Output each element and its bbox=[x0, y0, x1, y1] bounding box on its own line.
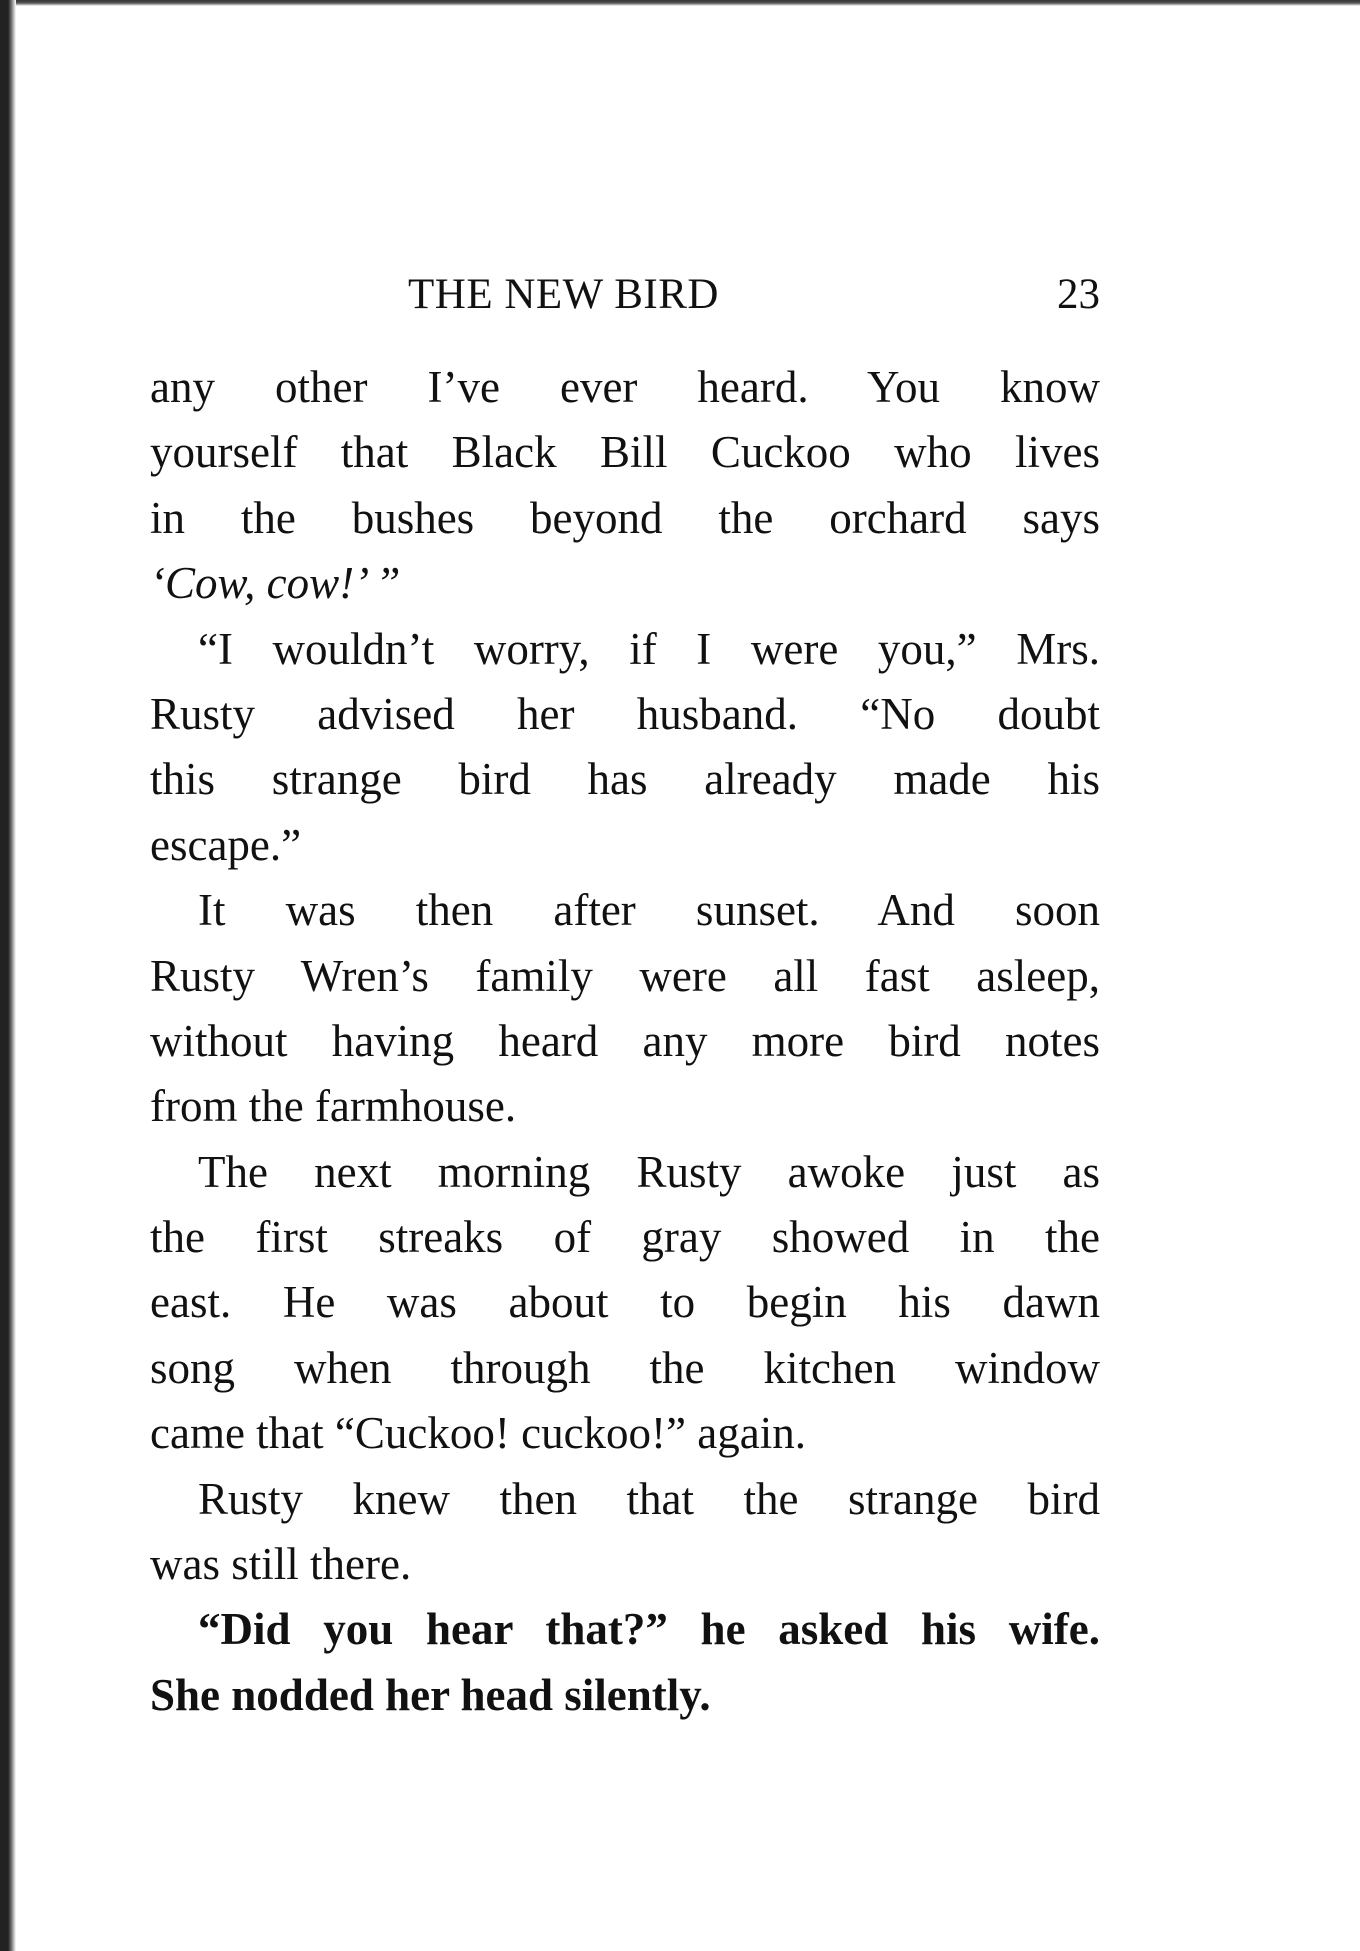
text-line: was still there. bbox=[150, 1539, 412, 1590]
text-line: She nodded her head silently. bbox=[150, 1669, 711, 1720]
page-number: 23 bbox=[1057, 271, 1100, 318]
text-line: It was then after sunset. And soon bbox=[198, 885, 1100, 936]
text-line: in the bushes beyond the orchard says bbox=[150, 492, 1100, 543]
text-line: escape.” bbox=[150, 819, 302, 870]
text-line: the first streaks of gray showed in the bbox=[150, 1212, 1100, 1263]
running-head bbox=[150, 270, 1100, 320]
text-line: this strange bird has already made his bbox=[150, 754, 1100, 805]
text-line: ‘Cow, cow!’ ” bbox=[150, 558, 401, 609]
running-title: THE NEW BIRD bbox=[408, 271, 719, 318]
text-line: The next morning Rusty awoke just as bbox=[198, 1146, 1100, 1197]
text-line: yourself that Black Bill Cuckoo who lives bbox=[150, 427, 1100, 478]
text-line: “I wouldn’t worry, if I were you,” Mrs. bbox=[198, 623, 1100, 674]
text-line: east. He was about to begin his dawn bbox=[150, 1277, 1100, 1328]
text-line: from the farmhouse. bbox=[150, 1081, 517, 1132]
text-line: without having heard any more bird notes bbox=[150, 1015, 1100, 1066]
text-line: came that “Cuckoo! cuckoo!” again. bbox=[150, 1408, 806, 1459]
text-line: Rusty advised her husband. “No doubt bbox=[150, 688, 1100, 739]
text-line: “Did you hear that?” he asked his wife. bbox=[198, 1604, 1100, 1655]
body-text bbox=[150, 355, 1100, 1728]
text-line: any other I’ve ever heard. You know bbox=[150, 362, 1100, 412]
text-line: song when through the kitchen window bbox=[150, 1342, 1100, 1393]
text-line: Rusty knew then that the strange bird bbox=[198, 1473, 1100, 1524]
text-line: Rusty Wren’s family were all fast asleep, bbox=[150, 950, 1100, 1001]
page-binding-edge bbox=[0, 0, 16, 1951]
page-top-edge bbox=[0, 0, 1360, 6]
